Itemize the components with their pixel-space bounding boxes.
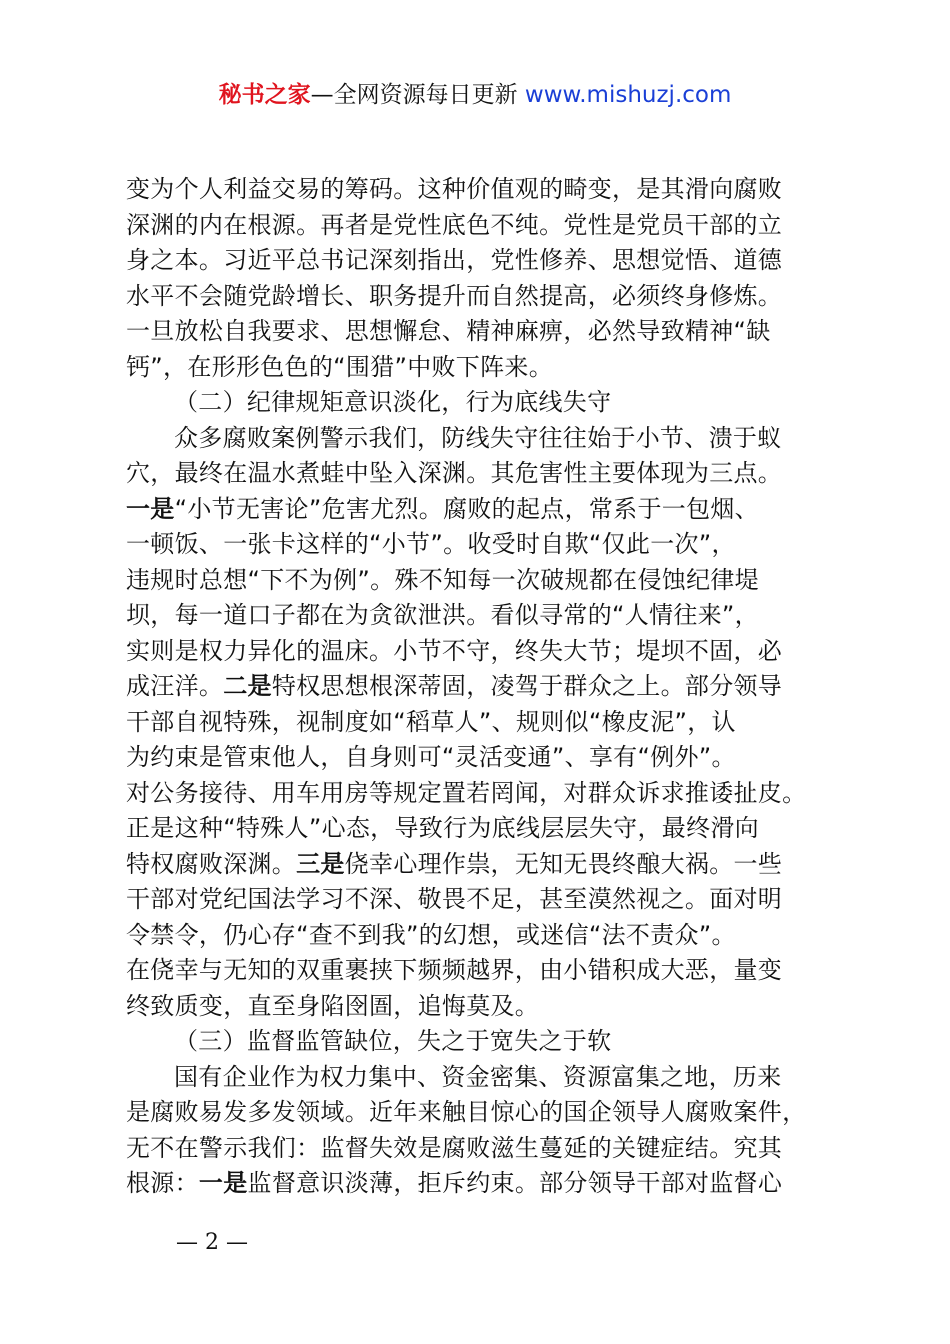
page-number: — 2 — bbox=[176, 1230, 248, 1255]
text-segment: 成汪洋。 bbox=[126, 672, 224, 700]
text-line: 为约束是管束他人，自身则可“灵活变通”、享有“例外”。 bbox=[126, 743, 736, 771]
text-line: 变为个人利益交易的筹码。这种价值观的畸变，是其滑向腐败 bbox=[126, 175, 783, 203]
emphasis-second: 二是 bbox=[223, 672, 272, 700]
text-segment: “小节无害论”危害尤烈。腐败的起点，常系于一包烟、 bbox=[174, 494, 759, 523]
text-line: 深渊的内在根源。再者是党性底色不纯。党性是党员干部的立 bbox=[126, 210, 783, 239]
text-line: 无不在警示我们：监督失效是腐败滋生蔓延的关键症结。究其 bbox=[126, 1133, 783, 1162]
text-line: 身之本。习近平总书记深刻指出，党性修养、思想觉悟、道德 bbox=[126, 246, 783, 274]
text-line: 实则是权力异化的温床。小节不守，终失大节；堤坝不固，必 bbox=[126, 636, 783, 665]
emphasis-first: 一是 bbox=[126, 494, 175, 523]
text-line-mixed bbox=[126, 1166, 836, 1202]
text-segment: 侥幸心理作祟，无知无畏终酿大祸。一些 bbox=[344, 849, 783, 878]
text-segment: 根源： bbox=[126, 1169, 199, 1197]
site-header bbox=[0, 78, 950, 112]
paragraph-start: 国有企业作为权力集中、资金密集、资源富集之地，历来 bbox=[174, 1062, 782, 1091]
text-line-mixed bbox=[126, 492, 836, 528]
text-line: 干部对党纪国法学习不深、敬畏不足，甚至漠然视之。面对明 bbox=[126, 885, 783, 913]
emphasis-third: 三是 bbox=[296, 849, 345, 878]
text-line: 一旦放松自我要求、思想懈怠、精神麻痹，必然导致精神“缺 bbox=[126, 317, 771, 345]
text-line-mixed bbox=[126, 669, 836, 705]
text-segment: 特权思想根深蒂固，凌驾于群众之上。部分领导 bbox=[271, 672, 783, 700]
text-line: 干部自视特殊，视制度如“稻草人”、规则似“橡皮泥”，认 bbox=[126, 707, 736, 736]
document-body bbox=[126, 172, 836, 1202]
section-heading-2: （二）纪律规矩意识淡化，行为底线失守 bbox=[174, 388, 612, 416]
text-line: 令禁令，仍心存“查不到我”的幻想，或迷信“法不责众”。 bbox=[126, 920, 736, 949]
text-line: 在侥幸与无知的双重裹挟下频频越界，由小错积成大恶，量变 bbox=[126, 956, 783, 984]
text-line: 对公务接待、用车用房等规定置若罔闻，对群众诉求推诿扯皮。 bbox=[126, 778, 807, 807]
site-brand: 秘书之家 bbox=[218, 82, 311, 108]
text-segment: 监督意识淡薄，拒斥约束。部分领导干部对监督心 bbox=[247, 1169, 783, 1197]
emphasis-first: 一是 bbox=[198, 1169, 248, 1197]
text-line: 是腐败易发多发领域。近年来触目惊心的国企领导人腐败案件， bbox=[126, 1098, 807, 1126]
text-segment: 特权腐败深渊。 bbox=[126, 849, 297, 878]
text-line: 水平不会随党龄增长、职务提升而自然提高，必须终身修炼。 bbox=[126, 281, 783, 310]
section-heading-3: （三）监督监管缺位，失之于宽失之于软 bbox=[174, 1027, 612, 1055]
paragraph-start: 众多腐败案例警示我们，防线失守往往始于小节、溃于蚁 bbox=[174, 423, 782, 452]
text-line: 坝，每一道口子都在为贪欲泄洪。看似寻常的“人情往来”， bbox=[126, 601, 759, 629]
text-line: 违规时总想“下不为例”。殊不知每一次破规都在侵蚀纪律堤 bbox=[126, 565, 759, 594]
text-line: 终致质变，直至身陷囹圄，追悔莫及。 bbox=[126, 991, 540, 1020]
text-line-mixed bbox=[126, 847, 836, 883]
site-tagline: —全网资源每日更新 bbox=[310, 82, 525, 108]
site-url-link[interactable]: www.mishuzj.com bbox=[524, 82, 732, 108]
text-line: 钙”，在形形色色的“围猎”中败下阵来。 bbox=[126, 352, 553, 381]
text-line: 穴，最终在温水煮蛙中坠入深渊。其危害性主要体现为三点。 bbox=[126, 459, 783, 487]
text-line: 正是这种“特殊人”心态，导致行为底线层层失守，最终滑向 bbox=[126, 814, 759, 842]
text-line: 一顿饭、一张卡这样的“小节”。收受时自欺“仅此一次”， bbox=[126, 530, 736, 558]
